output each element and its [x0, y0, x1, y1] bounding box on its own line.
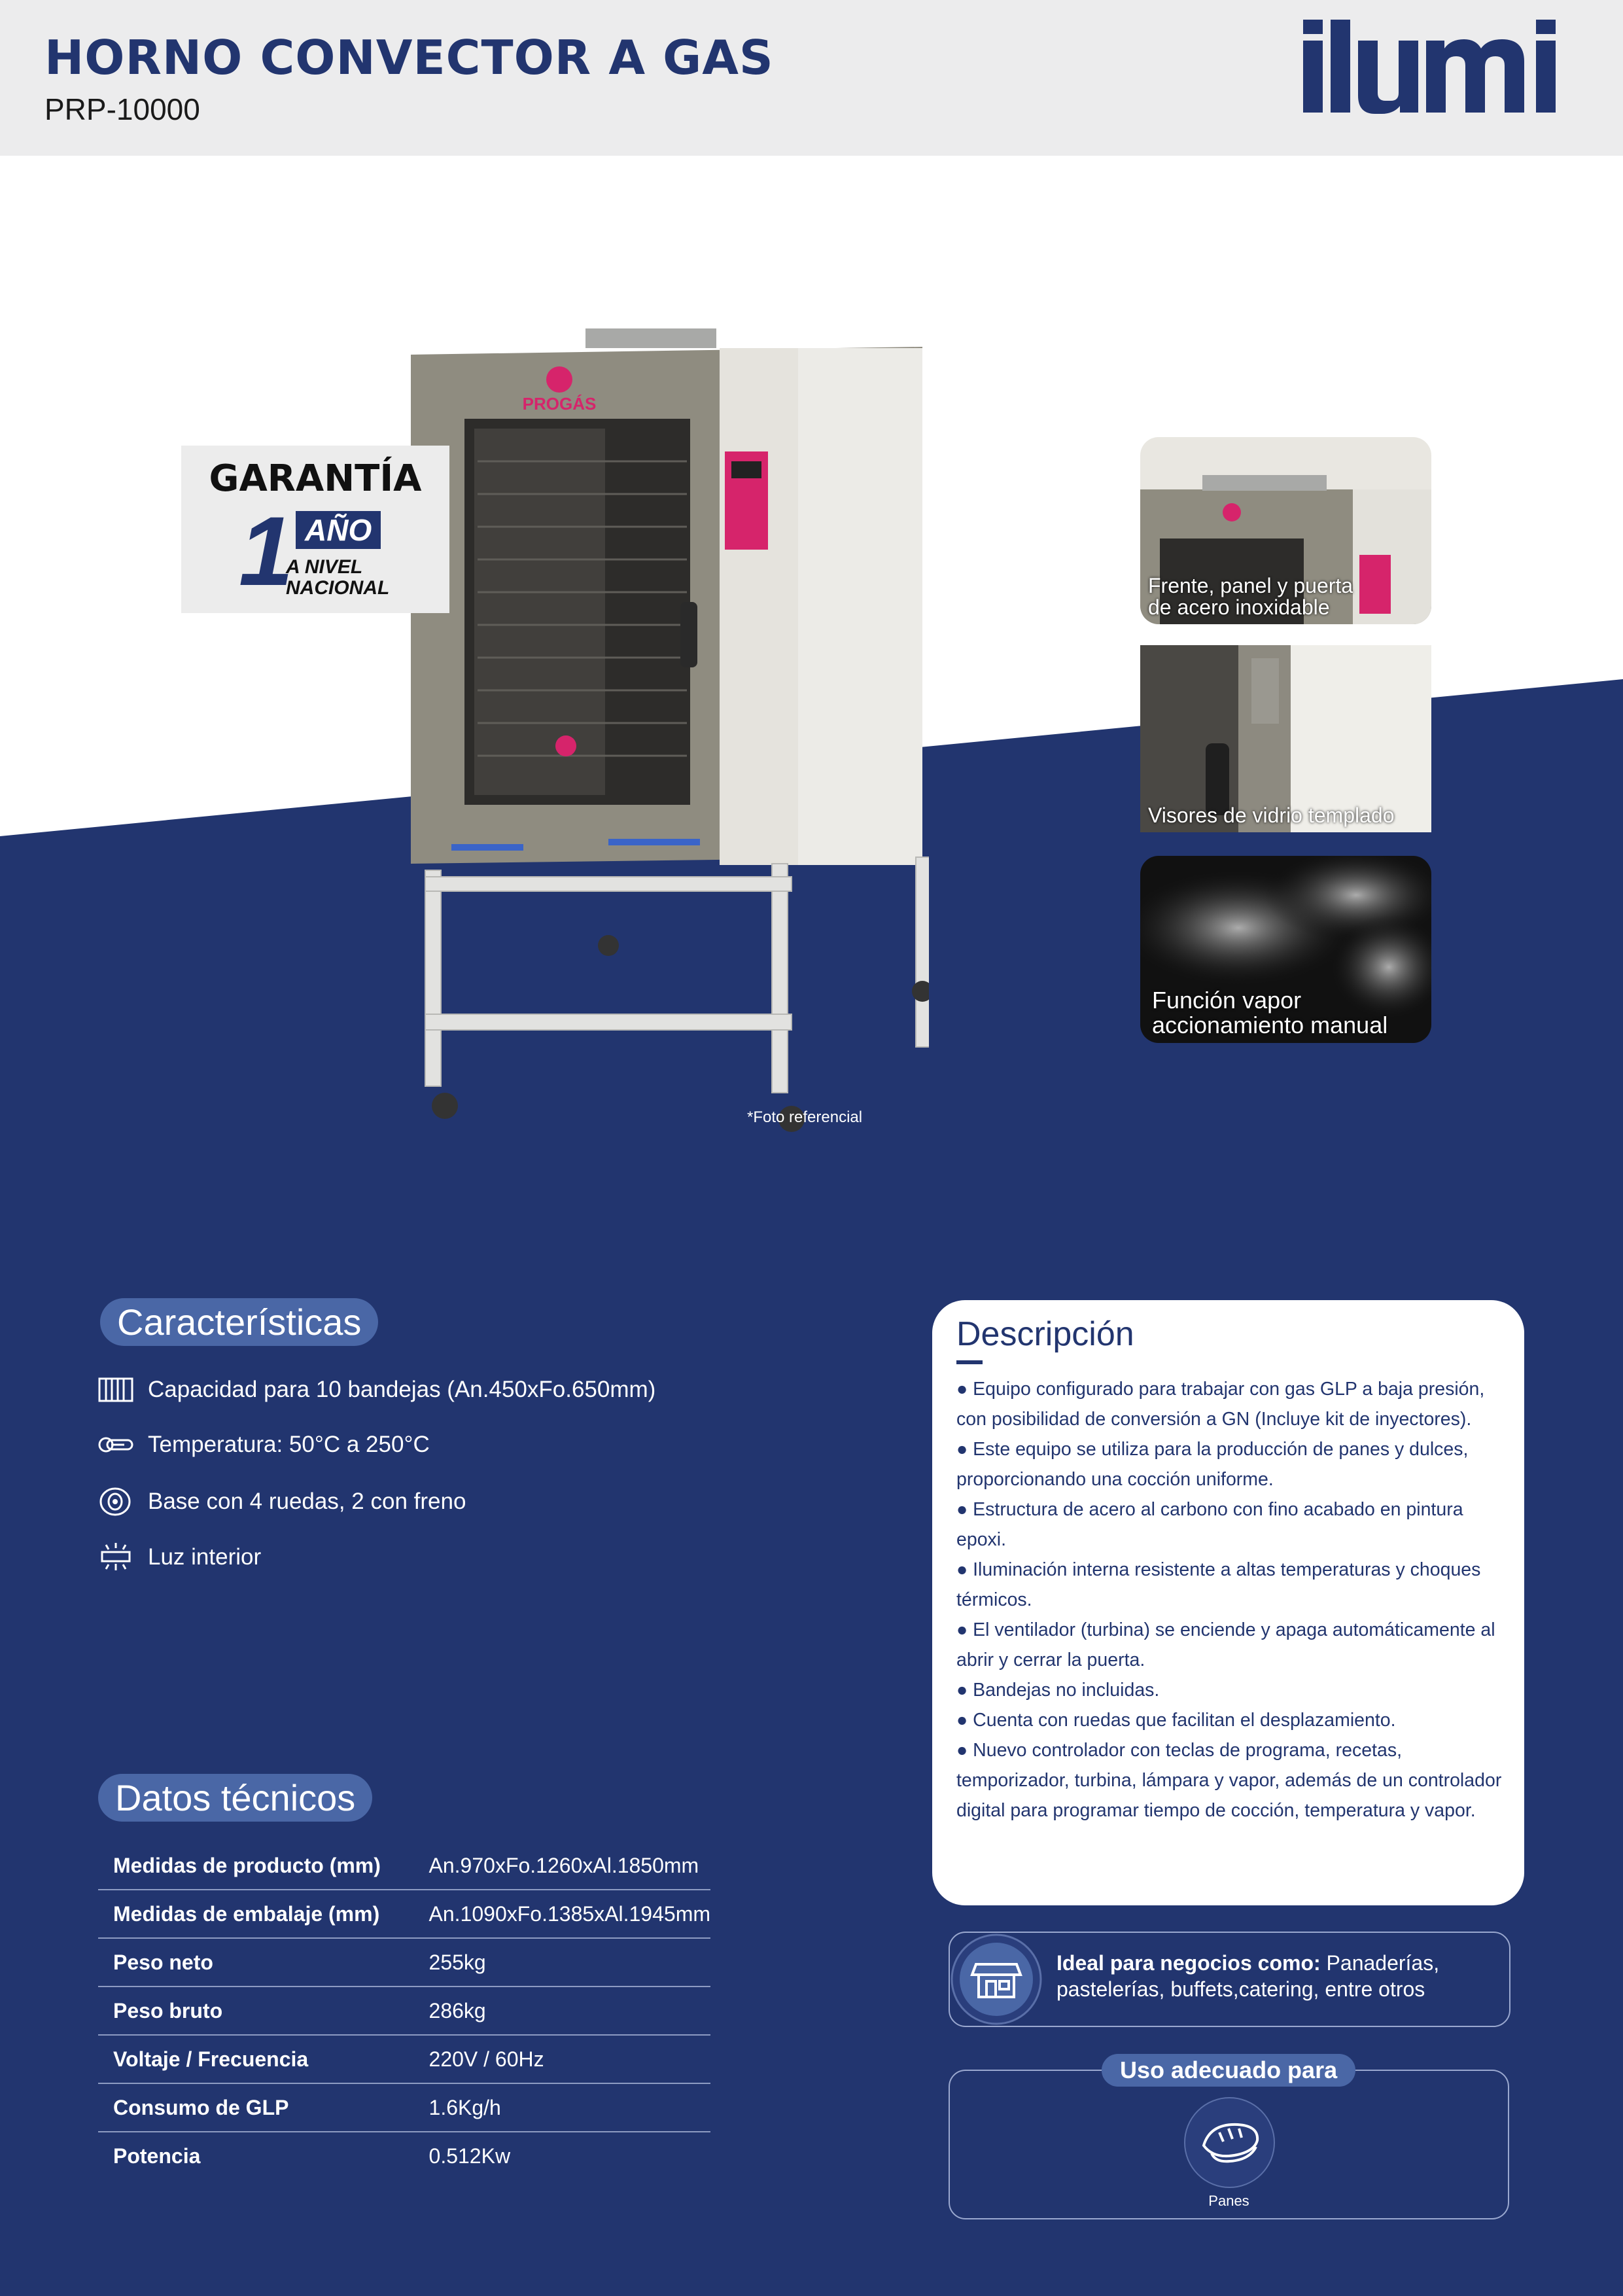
- features-heading: Características: [100, 1298, 378, 1346]
- description-bullet: ● Equipo configurado para trabajar con gas GLP a baja presión, con posibilidad de conversión a GN (Incluye kit de inyectores).: [956, 1379, 1485, 1430]
- trays-icon: [98, 1377, 133, 1403]
- suitable-use-box: [949, 2057, 1509, 2219]
- description-bullet: ● Cuenta con ruedas que facilitan el desplazamiento.: [956, 1710, 1396, 1731]
- light-icon: [98, 1542, 133, 1573]
- row-label: Potencia: [113, 2144, 201, 2168]
- suitable-use-item: Panes: [1208, 2193, 1249, 2209]
- page-title: HORNO CONVECTOR A GAS: [44, 30, 774, 85]
- row-label: Consumo de GLP: [98, 2083, 429, 2132]
- table-row: [98, 1890, 710, 1938]
- table-row: [98, 1938, 710, 1987]
- thumb-steam: [1140, 856, 1431, 1043]
- thumb-caption: Visores de vidrio templado: [1148, 804, 1395, 828]
- thumb-caption: Función vapor accionamiento manual: [1152, 987, 1388, 1039]
- row-value: 255kg: [429, 1938, 710, 1987]
- ilumi-logo: [1302, 20, 1583, 124]
- row-label: Peso bruto: [98, 1987, 429, 2035]
- warranty-scope: A NIVEL NACIONAL: [286, 556, 390, 599]
- bread-icon: [1184, 2097, 1275, 2188]
- row-value: An.970xFo.1260xAl.1850mm: [429, 1842, 710, 1890]
- description-list: [956, 1374, 1509, 1826]
- thumb-steel-front: [1140, 437, 1431, 624]
- technical-heading: Datos técnicos: [98, 1774, 372, 1822]
- warranty-number: 1: [239, 496, 294, 606]
- thermometer-icon: [98, 1432, 133, 1458]
- row-value: 0.512Kw: [428, 2144, 511, 2168]
- feature-item: Base con 4 ruedas, 2 con freno: [98, 1487, 466, 1517]
- description-heading: Descripción: [956, 1315, 1134, 1353]
- oven-photo: [406, 321, 929, 1139]
- technical-table: [98, 1842, 710, 2180]
- feature-item: Luz interior: [98, 1542, 261, 1573]
- table-row: [98, 2132, 710, 2180]
- row-value: 1.6Kg/h: [429, 2083, 710, 2132]
- description-bullet: ● El ventilador (turbina) se enciende y apaga automáticamente al abrir y cerrar la puerta.: [956, 1619, 1495, 1670]
- thumb-tempered-glass: [1140, 645, 1431, 832]
- warranty-badge: [181, 446, 449, 613]
- heading-underline: [956, 1360, 983, 1364]
- row-value: 220V / 60Hz: [429, 2035, 710, 2083]
- description-bullet: ● Bandejas no incluidas.: [956, 1680, 1160, 1701]
- row-label: Peso neto: [98, 1938, 429, 1987]
- table-row: [98, 2035, 710, 2083]
- table-row: [98, 2083, 710, 2132]
- row-label: Medidas de embalaje (mm): [98, 1890, 429, 1938]
- description-bullet: ● Estructura de acero al carbono con fino acabado en pintura epoxi.: [956, 1499, 1463, 1550]
- oven-brand-label: PROGÁS: [522, 394, 597, 414]
- warranty-title: GARANTÍA: [209, 457, 422, 500]
- thumb-caption: Frente, panel y puerta de acero inoxidable: [1148, 573, 1353, 620]
- description-card: [932, 1300, 1524, 1905]
- warranty-unit: AÑO: [296, 511, 381, 549]
- model-code: PRP-10000: [44, 92, 200, 126]
- description-bullet: ● Nuevo controlador con teclas de programa, recetas, temporizador, turbina, lámpara y vapor, además de un controlador digital para programar tiempo de cocción, temperatura y vapor.: [956, 1740, 1502, 1821]
- suitable-use-label: Uso adecuado para: [1102, 2054, 1355, 2087]
- ideal-for-box: [949, 1932, 1510, 2027]
- row-value: An.1090xFo.1385xAl.1945mm: [429, 1890, 710, 1938]
- store-icon: [950, 1933, 1045, 2026]
- ideal-for-text: Ideal para negocios como: Panaderías, pastelerías, buffets,catering, entre otros: [1056, 1951, 1440, 2001]
- row-value: 286kg: [429, 1987, 710, 2035]
- row-label: Voltaje / Frecuencia: [98, 2035, 429, 2083]
- table-row: [98, 1987, 710, 2035]
- row-label: Medidas de producto (mm): [98, 1842, 429, 1890]
- feature-item: Temperatura: 50°C a 250°C: [98, 1432, 430, 1458]
- table-row: [98, 1842, 710, 1890]
- wheel-icon: [98, 1487, 133, 1517]
- header-bar: [0, 0, 1623, 156]
- photo-note: *Foto referencial: [747, 1108, 863, 1126]
- feature-item: Capacidad para 10 bandejas (An.450xFo.650mm): [98, 1377, 655, 1403]
- description-bullet: ● Iluminación interna resistente a altas temperaturas y choques térmicos.: [956, 1559, 1481, 1610]
- description-bullet: ● Este equipo se utiliza para la producción de panes y dulces, proporcionando una cocción uniforme.: [956, 1439, 1469, 1490]
